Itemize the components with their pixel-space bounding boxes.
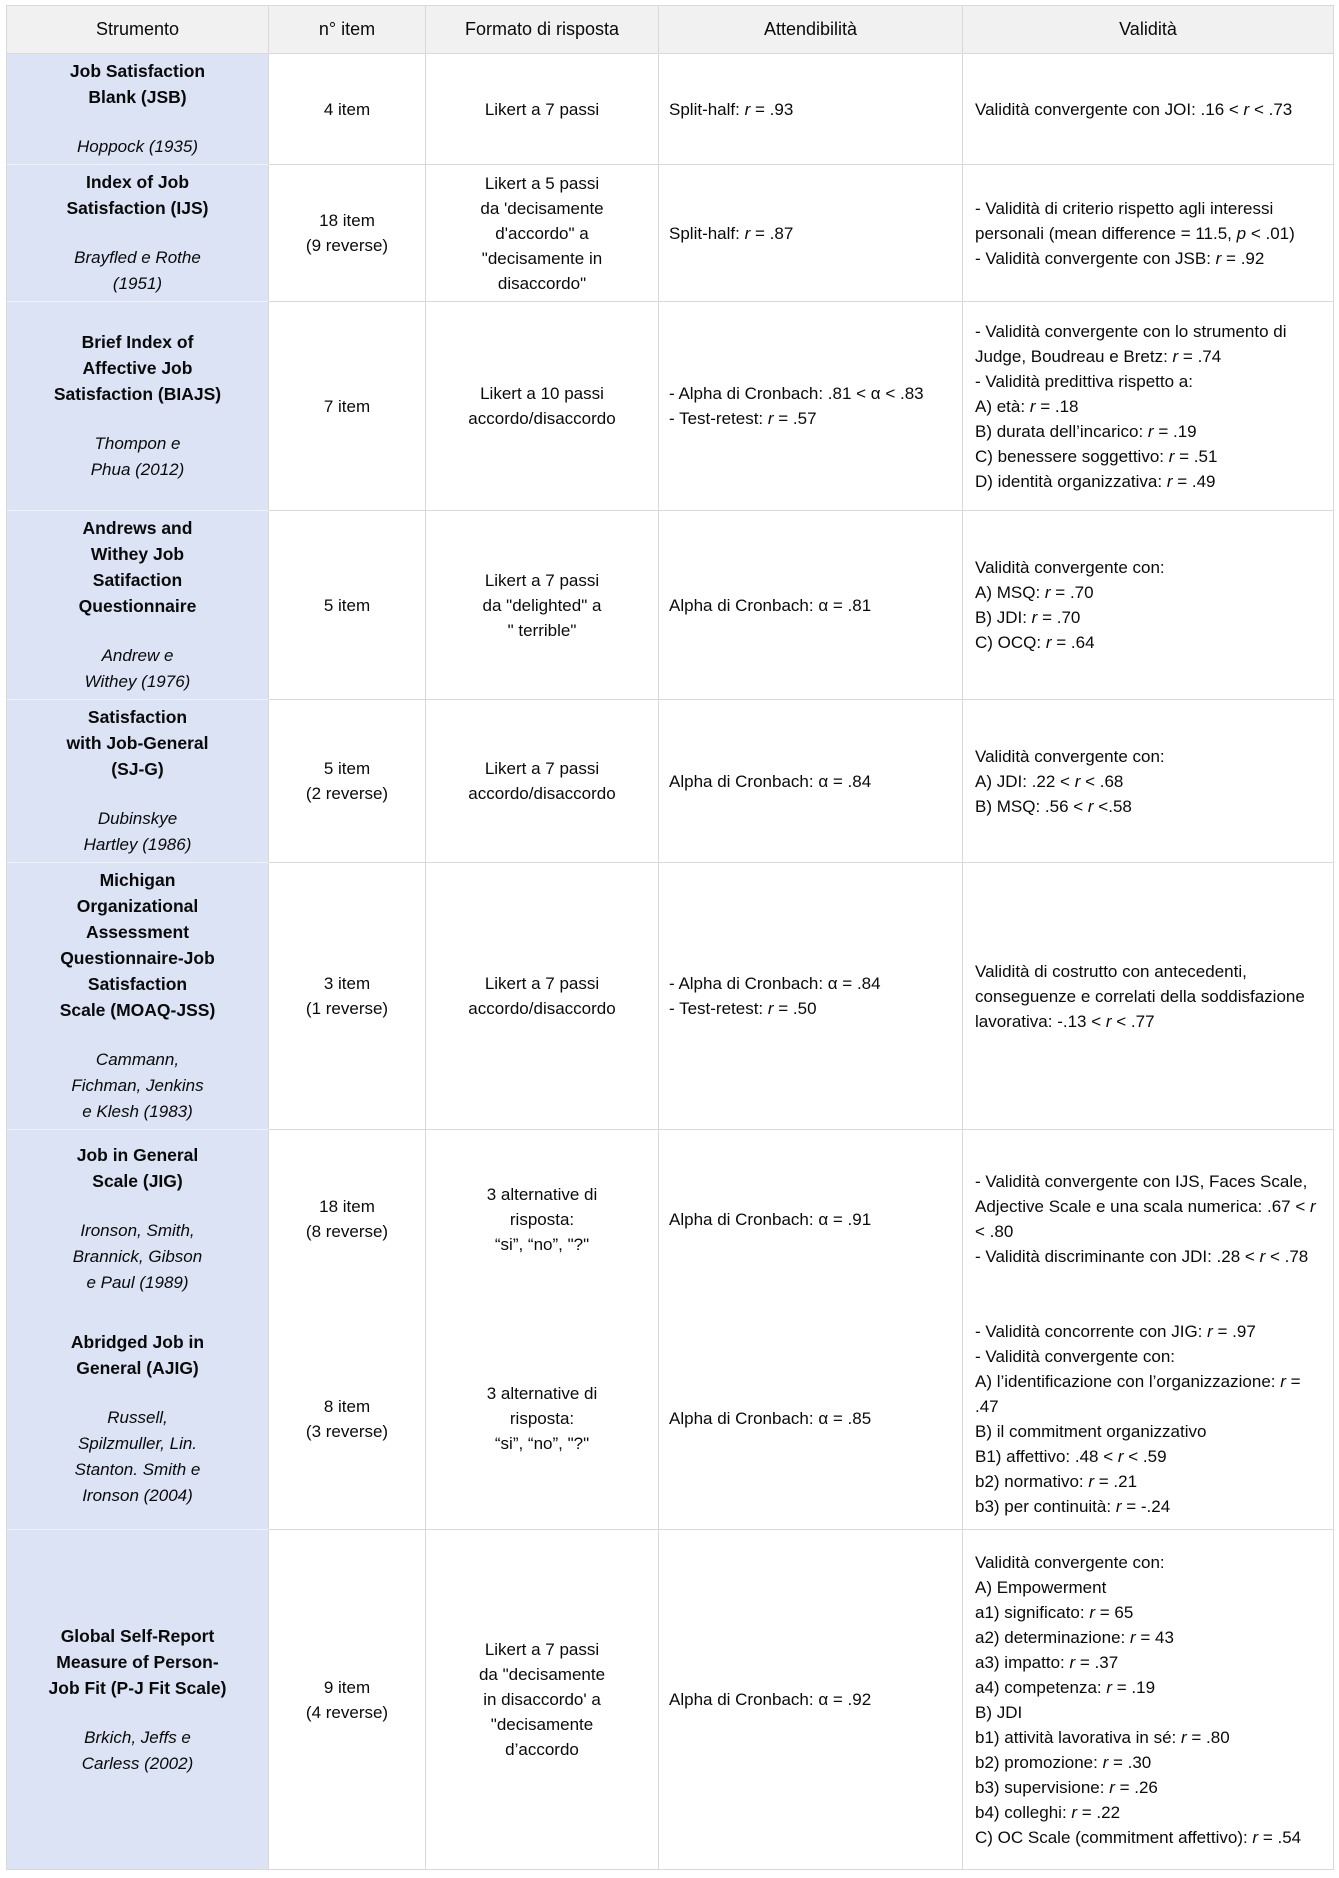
cell-response-format-ijs: Likert a 5 passi da 'decisamente d'accordo" a "decisamente in disaccordo" <box>426 165 659 302</box>
cell-instrument-andrews-withey <box>7 511 269 700</box>
table-row-sjg <box>7 700 1334 863</box>
cell-response-format-pj-fit: Likert a 7 passi da "decisamente in disaccordo' a "decisamente d’accordo <box>426 1530 659 1870</box>
table-row-moaq-jss <box>7 863 1334 1130</box>
instrument-authors: Russell, Spilzmuller, Lin. Stanton. Smith e Ironson (2004) <box>74 1407 201 1505</box>
instrument-authors: Brayfled e Rothe (1951) <box>74 248 201 293</box>
cell-response-format-jig: 3 alternative di risposta: “si”, “no”, "?" <box>426 1130 659 1308</box>
instrument-title: Global Self-Report Measure of Person- Job Fit (P-J Fit Scale) <box>48 1625 227 1698</box>
instrument-authors: Cammann, Fichman, Jenkins e Klesh (1983) <box>71 1050 204 1121</box>
cell-response-format-jsb: Likert a 7 passi <box>426 54 659 165</box>
cell-instrument-jsb <box>7 54 269 165</box>
instrument-title: Satisfaction with Job-General (SJ-G) <box>66 707 209 779</box>
cell-item-count-ajig: 8 item (3 reverse) <box>269 1308 426 1530</box>
instrument-title: Brief Index of Affective Job Satisfaction (BIAJS) <box>53 332 222 404</box>
cell-item-count-moaq-jss: 3 item (1 reverse) <box>269 863 426 1130</box>
table-row-ajig <box>7 1308 1334 1530</box>
table-row-pj-fit <box>7 1530 1334 1870</box>
column-header-validita: Validità <box>963 6 1334 54</box>
cell-reliability-biajs: - Alpha di Cronbach: .81 < α < .83 - Test-retest: r = .57 <box>659 302 963 511</box>
instrument-authors: Hoppock (1935) <box>77 137 198 156</box>
instrument-authors: Brkich, Jeffs e Carless (2002) <box>81 1727 194 1773</box>
cell-response-format-biajs: Likert a 10 passi accordo/disaccordo <box>426 302 659 511</box>
cell-item-count-ijs: 18 item (9 reverse) <box>269 165 426 302</box>
column-header-formato: Formato di risposta <box>426 6 659 54</box>
column-header-n-item: n° item <box>269 6 426 54</box>
cell-response-format-andrews-withey: Likert a 7 passi da "delighted" a " terrible" <box>426 511 659 700</box>
cell-reliability-jig: Alpha di Cronbach: α = .91 <box>659 1130 963 1308</box>
cell-response-format-ajig: 3 alternative di risposta: “si”, “no”, "?" <box>426 1308 659 1530</box>
cell-response-format-moaq-jss: Likert a 7 passi accordo/disaccordo <box>426 863 659 1130</box>
cell-response-format-sjg: Likert a 7 passi accordo/disaccordo <box>426 700 659 863</box>
cell-item-count-jig: 18 item (8 reverse) <box>269 1130 426 1308</box>
table-body <box>7 54 1334 1870</box>
cell-validity-jig: - Validità convergente con IJS, Faces Scale, Adjective Scale e una scala numerica: .67 < r < .80 - Validità discriminante con JDI: .28 < r < .78 <box>963 1130 1334 1308</box>
cell-validity-moaq-jss: Validità di costrutto con antecedenti, conseguenze e correlati della soddisfazione lavorativa: -.13 < r < .77 <box>963 863 1334 1130</box>
instruments-table <box>6 5 1334 1870</box>
cell-reliability-ijs: Split-half: r = .87 <box>659 165 963 302</box>
column-header-attendibilita: Attendibilità <box>659 6 963 54</box>
cell-reliability-moaq-jss: - Alpha di Cronbach: α = .84 - Test-retest: r = .50 <box>659 863 963 1130</box>
cell-reliability-jsb: Split-half: r = .93 <box>659 54 963 165</box>
cell-instrument-sjg <box>7 700 269 863</box>
cell-item-count-pj-fit: 9 item (4 reverse) <box>269 1530 426 1870</box>
cell-instrument-ijs <box>7 165 269 302</box>
header-row <box>7 6 1334 54</box>
cell-validity-andrews-withey: Validità convergente con: A) MSQ: r = .70 B) JDI: r = .70 C) OCQ: r = .64 <box>963 511 1334 700</box>
instrument-authors: Ironson, Smith, Brannick, Gibson e Paul (1989) <box>72 1221 203 1292</box>
cell-reliability-ajig: Alpha di Cronbach: α = .85 <box>659 1308 963 1530</box>
instrument-title: Andrews and Withey Job Satifaction Questionnaire <box>78 518 197 616</box>
cell-validity-ajig: - Validità concorrente con JIG: r = .97 - Validità convergente con: A) l’identificazione con l’organizzazione: r = .47 B) il commitment organizzativo B1) affettivo: .48 < r < .59 b2) normativo: r = .21 b3) per continuità: r = -.24 <box>963 1308 1334 1530</box>
table-row-andrews-withey <box>7 511 1334 700</box>
cell-item-count-sjg: 5 item (2 reverse) <box>269 700 426 863</box>
instrument-authors: Thompon e Phua (2012) <box>90 434 185 479</box>
cell-item-count-biajs: 7 item <box>269 302 426 511</box>
instrument-title: Job Satisfaction Blank (JSB) <box>69 61 206 107</box>
table-row-jsb <box>7 54 1334 165</box>
instrument-title: Michigan Organizational Assessment Questionnaire-Job Satisfaction Scale (MOAQ-JSS) <box>59 870 216 1020</box>
cell-validity-biajs: - Validità convergente con lo strumento di Judge, Boudreau e Bretz: r = .74 - Validità predittiva rispetto a: A) età: r = .18 B) durata dell’incarico: r = .19 C) benessere soggettivo: r = .51 D) identità organizzativa: r = .49 <box>963 302 1334 511</box>
instrument-title: Job in General Scale (JIG) <box>76 1145 199 1191</box>
cell-validity-pj-fit: Validità convergente con: A) Empowerment a1) significato: r = 65 a2) determinazione: r = 43 a3) impatto: r = .37 a4) competenza: r = .19 B) JDI b1) attività lavorativa in sé: r = .80 b2) promozione: r = .30 b3) supervisione: r = .26 b4) colleghi: r = .22 C) OC Scale (commitment affettivo): r = .54 <box>963 1530 1334 1870</box>
cell-validity-ijs: - Validità di criterio rispetto agli interessi personali (mean difference = 11.5, p < .01) - Validità convergente con JSB: r = .92 <box>963 165 1334 302</box>
cell-validity-sjg: Validità convergente con: A) JDI: .22 < r < .68 B) MSQ: .56 < r <.58 <box>963 700 1334 863</box>
cell-validity-jsb: Validità convergente con JOI: .16 < r < .73 <box>963 54 1334 165</box>
cell-instrument-biajs <box>7 302 269 511</box>
table-row-ijs <box>7 165 1334 302</box>
table-row-jig <box>7 1130 1334 1308</box>
instrument-authors: Dubinskye Hartley (1986) <box>83 809 192 854</box>
instrument-authors: Andrew e Withey (1976) <box>84 646 191 691</box>
cell-instrument-pj-fit <box>7 1530 269 1870</box>
cell-reliability-andrews-withey: Alpha di Cronbach: α = .81 <box>659 511 963 700</box>
table-row-biajs <box>7 302 1334 511</box>
cell-instrument-jig <box>7 1130 269 1308</box>
instrument-title: Abridged Job in General (AJIG) <box>70 1331 205 1378</box>
cell-instrument-ajig <box>7 1308 269 1530</box>
cell-reliability-sjg: Alpha di Cronbach: α = .84 <box>659 700 963 863</box>
instrument-title: Index of Job Satisfaction (IJS) <box>66 172 209 218</box>
cell-instrument-moaq-jss <box>7 863 269 1130</box>
cell-item-count-jsb: 4 item <box>269 54 426 165</box>
column-header-strumento: Strumento <box>7 6 269 54</box>
cell-item-count-andrews-withey: 5 item <box>269 511 426 700</box>
cell-reliability-pj-fit: Alpha di Cronbach: α = .92 <box>659 1530 963 1870</box>
table-header <box>7 6 1334 54</box>
